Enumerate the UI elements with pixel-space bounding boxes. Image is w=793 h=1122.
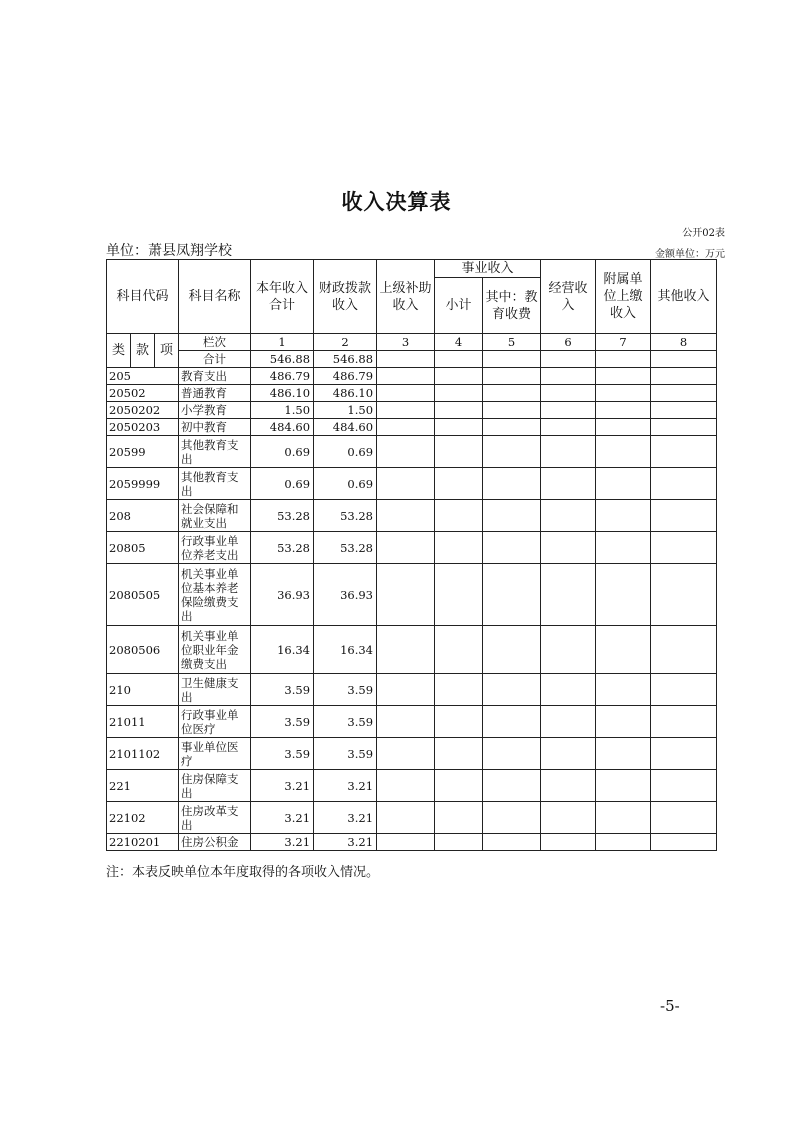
table-row xyxy=(107,626,717,674)
header-subtotal: 小计 xyxy=(435,278,483,334)
row-code: 2080505 xyxy=(107,564,179,626)
row-name: 行政事业单位医疗 xyxy=(179,706,251,738)
row-total: 3.21 xyxy=(251,834,314,851)
table-row xyxy=(107,706,717,738)
header-affiliated: 附属单位上缴收入 xyxy=(596,260,651,334)
row-total: 53.28 xyxy=(251,532,314,564)
row-fiscal: 3.59 xyxy=(314,674,377,706)
row-total: 3.59 xyxy=(251,674,314,706)
row-total: 0.69 xyxy=(251,468,314,500)
header-other: 其他收入 xyxy=(651,260,717,334)
row-name: 社会保障和就业支出 xyxy=(179,500,251,532)
unit-label: 单位：萧县凤翔学校 xyxy=(106,243,232,259)
seq-8: 8 xyxy=(651,334,717,351)
row-name: 教育支出 xyxy=(179,368,251,385)
seq-3: 3 xyxy=(377,334,435,351)
header-upper-subsidy: 上级补助收入 xyxy=(377,260,435,334)
row-fiscal: 16.34 xyxy=(314,626,377,674)
table-row xyxy=(107,564,717,626)
header-fiscal: 财政拨款收入 xyxy=(314,260,377,334)
table-row xyxy=(107,738,717,770)
row-total: 484.60 xyxy=(251,419,314,436)
table-row xyxy=(107,419,717,436)
row-code: 20805 xyxy=(107,532,179,564)
header-total-income: 本年收入合计 xyxy=(251,260,314,334)
header-cat: 类 xyxy=(107,334,131,368)
header-col-seq: 栏次 xyxy=(179,334,251,351)
header-business-income: 事业收入 xyxy=(435,260,541,278)
table-row xyxy=(107,674,717,706)
row-code: 2210201 xyxy=(107,834,179,851)
row-fiscal: 3.21 xyxy=(314,802,377,834)
header-subject-name: 科目名称 xyxy=(179,260,251,334)
header-edu-fee: 其中：教育收费 xyxy=(483,278,541,334)
header-subject-code: 科目代码 xyxy=(107,260,179,334)
row-code: 2059999 xyxy=(107,468,179,500)
total-fiscal-value: 546.88 xyxy=(314,351,377,368)
row-total: 486.79 xyxy=(251,368,314,385)
table-row xyxy=(107,500,717,532)
row-fiscal: 3.21 xyxy=(314,834,377,851)
row-code: 2050203 xyxy=(107,419,179,436)
row-code: 2101102 xyxy=(107,738,179,770)
row-name: 小学教育 xyxy=(179,402,251,419)
seq-6: 6 xyxy=(541,334,596,351)
table-row xyxy=(107,468,717,500)
row-code: 2050202 xyxy=(107,402,179,419)
row-fiscal: 3.59 xyxy=(314,706,377,738)
income-table xyxy=(106,259,717,851)
row-total: 53.28 xyxy=(251,500,314,532)
row-code: 2080506 xyxy=(107,626,179,674)
header-item: 项 xyxy=(155,334,179,368)
row-name: 卫生健康支出 xyxy=(179,674,251,706)
header-section: 款 xyxy=(131,334,155,368)
row-code: 221 xyxy=(107,770,179,802)
row-name: 机关事业单位职业年金缴费支出 xyxy=(179,626,251,674)
table-note: 注：本表反映单位本年度取得的各项收入情况。 xyxy=(106,865,380,880)
row-name: 机关事业单位基本养老保险缴费支出 xyxy=(179,564,251,626)
row-fiscal: 1.50 xyxy=(314,402,377,419)
table-row xyxy=(107,402,717,419)
row-total: 36.93 xyxy=(251,564,314,626)
table-row xyxy=(107,436,717,468)
row-name: 其他教育支出 xyxy=(179,436,251,468)
row-fiscal: 486.79 xyxy=(314,368,377,385)
row-fiscal: 53.28 xyxy=(314,532,377,564)
row-total: 3.21 xyxy=(251,770,314,802)
page-number: -5- xyxy=(660,997,680,1015)
row-total: 16.34 xyxy=(251,626,314,674)
header-operating: 经营收入 xyxy=(541,260,596,334)
table-row xyxy=(107,802,717,834)
seq-5: 5 xyxy=(483,334,541,351)
row-name: 普通教育 xyxy=(179,385,251,402)
row-total: 3.59 xyxy=(251,706,314,738)
row-code: 208 xyxy=(107,500,179,532)
row-code: 22102 xyxy=(107,802,179,834)
table-row xyxy=(107,368,717,385)
seq-2: 2 xyxy=(314,334,377,351)
table-row xyxy=(107,770,717,802)
row-code: 205 xyxy=(107,368,179,385)
seq-1: 1 xyxy=(251,334,314,351)
seq-4: 4 xyxy=(435,334,483,351)
row-total: 3.59 xyxy=(251,738,314,770)
row-name: 其他教育支出 xyxy=(179,468,251,500)
seq-7: 7 xyxy=(596,334,651,351)
form-number: 公开02表 xyxy=(682,228,725,239)
amount-unit: 金额单位：万元 xyxy=(655,249,725,260)
row-fiscal: 0.69 xyxy=(314,436,377,468)
row-total: 3.21 xyxy=(251,802,314,834)
row-name: 住房公积金 xyxy=(179,834,251,851)
row-code: 20599 xyxy=(107,436,179,468)
row-fiscal: 486.10 xyxy=(314,385,377,402)
row-name: 初中教育 xyxy=(179,419,251,436)
row-fiscal: 53.28 xyxy=(314,500,377,532)
row-total: 486.10 xyxy=(251,385,314,402)
row-fiscal: 484.60 xyxy=(314,419,377,436)
row-code: 210 xyxy=(107,674,179,706)
row-code: 21011 xyxy=(107,706,179,738)
row-fiscal: 3.21 xyxy=(314,770,377,802)
row-name: 事业单位医疗 xyxy=(179,738,251,770)
row-fiscal: 3.59 xyxy=(314,738,377,770)
row-total: 1.50 xyxy=(251,402,314,419)
row-fiscal: 36.93 xyxy=(314,564,377,626)
row-name: 行政事业单位养老支出 xyxy=(179,532,251,564)
total-label: 合计 xyxy=(179,351,251,368)
row-name: 住房保障支出 xyxy=(179,770,251,802)
table-row xyxy=(107,385,717,402)
table-row xyxy=(107,532,717,564)
row-code: 20502 xyxy=(107,385,179,402)
row-total: 0.69 xyxy=(251,436,314,468)
table-row xyxy=(107,834,717,851)
row-name: 住房改革支出 xyxy=(179,802,251,834)
row-fiscal: 0.69 xyxy=(314,468,377,500)
document-title: 收入决算表 xyxy=(341,190,452,214)
total-income-value: 546.88 xyxy=(251,351,314,368)
